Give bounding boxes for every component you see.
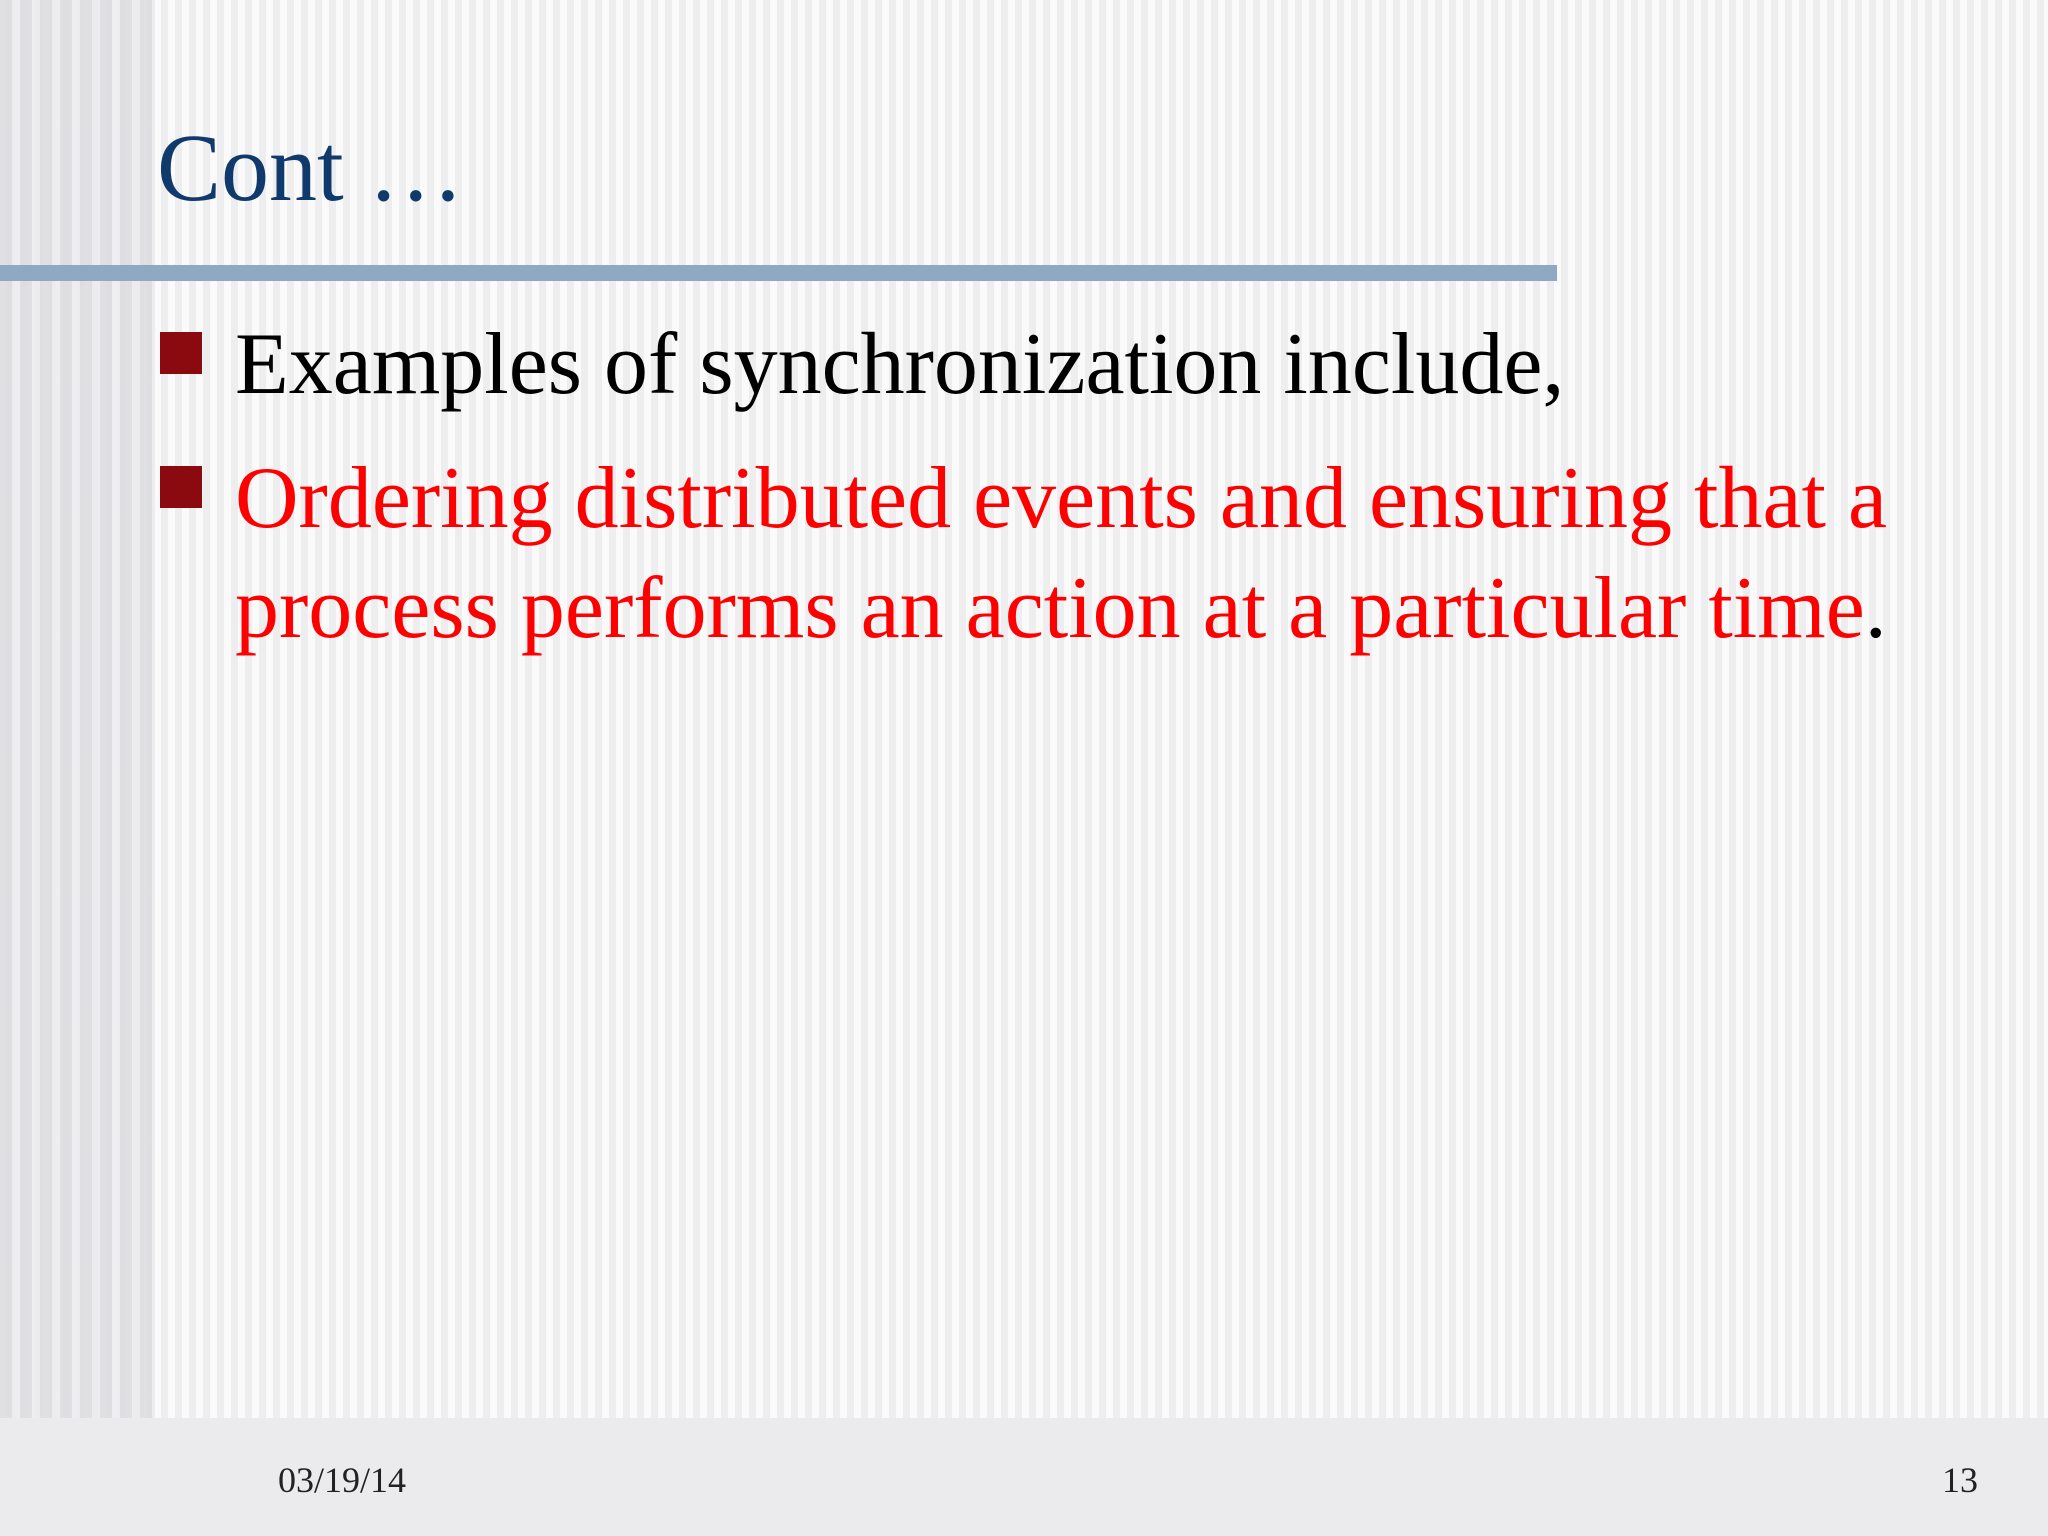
bullet-text-period: . xyxy=(1864,560,1887,657)
slide-title: Cont … xyxy=(157,114,464,221)
bullet-text: Examples of synchronization include, xyxy=(235,316,1565,413)
square-bullet-icon xyxy=(160,332,202,374)
title-underline-rule xyxy=(0,265,1557,281)
bullet-list xyxy=(160,310,1900,688)
bullet-text-highlighted: Ordering distributed events and ensuring that a process performs an action at a particular time xyxy=(235,450,1888,657)
decorative-stripe-band xyxy=(0,0,155,1418)
square-bullet-icon xyxy=(160,466,202,508)
footer-date: 03/19/14 xyxy=(278,1460,407,1500)
bullet-item-examples xyxy=(160,310,1900,420)
footer-page-number: 13 xyxy=(1942,1460,1978,1500)
bullet-item-ordering-events xyxy=(160,444,1900,664)
